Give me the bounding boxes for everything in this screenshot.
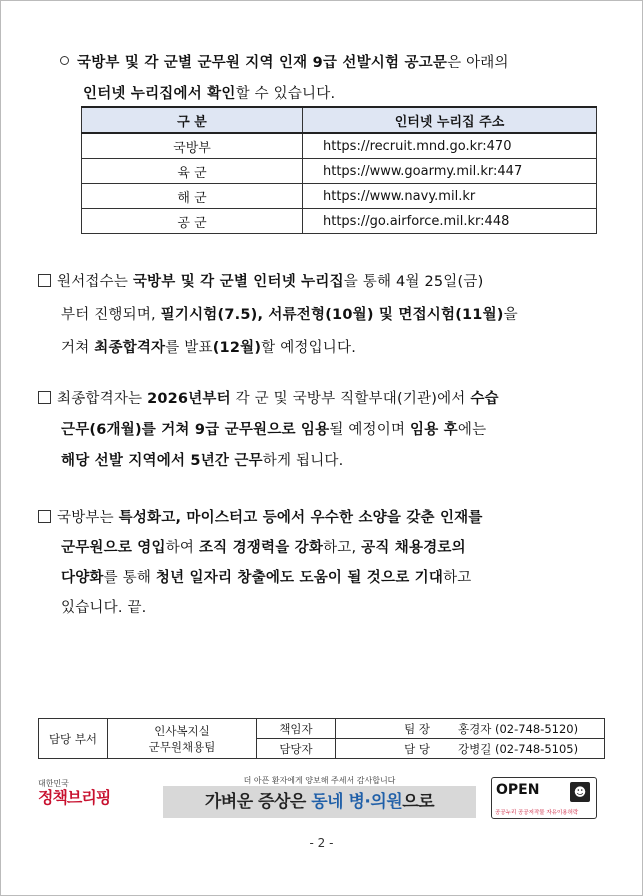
campaign-banner: 더 아픈 환자에게 양보해 주세서 감사합니다 가벼운 증상은 동네 병·의원으로: [163, 775, 476, 820]
table-row: 공 군 https://go.airforce.mil.kr:448: [82, 209, 597, 234]
paragraph-2: 최종합격자는 2026년부터 각 군 및 국방부 직할부대(기관)에서 수습 근무(6개월)를 거쳐 9급 군무원으로 임용될 예정이며 임용 후에는 해당 선발 지역에서 5년간 근무하게 됩니다.: [38, 384, 608, 477]
bullet-square-icon: [38, 510, 51, 523]
intro-bold-1: 국방부 및 각 군별 군무원 지역 인재 9급 선발시험 공고문: [77, 55, 448, 71]
brand-logo: 대한민국 정책브리핑: [38, 779, 111, 807]
bullet-square-icon: [38, 391, 51, 404]
table-row: 육 군 https://www.goarmy.mil.kr:447: [82, 159, 597, 184]
footer-banner: [38, 775, 605, 820]
url-link[interactable]: https://recruit.mnd.go.kr:470: [303, 133, 597, 159]
open-license-badge: OPEN ☻ 공공누리 공공저작물 자유이용허락: [491, 777, 597, 819]
page-number: - 2 -: [309, 836, 334, 850]
intro-paragraph: [60, 48, 605, 110]
table-row: 국방부 https://recruit.mnd.go.kr:470: [82, 133, 597, 159]
bullet-square-icon: [38, 274, 51, 287]
url-link[interactable]: https://www.navy.mil.kr: [303, 184, 597, 209]
table-header-url: 인터넷 누리집 주소: [303, 107, 597, 133]
contact-table: 담당 부서 인사복지실 군무원채용팀 책임자 팀 장 홍경자 (02-748-5120) 담당자 담 당 강병길 (02-748-5105): [38, 718, 605, 759]
license-person-icon: ☻: [570, 782, 590, 802]
intro-line-2: 인터넷 누리집에서 확인할 수 있습니다.: [83, 86, 336, 102]
table-header-category: 구 분: [82, 107, 303, 133]
paragraph-1: 원서접수는 국방부 및 각 군별 인터넷 누리집을 통해 4월 25일(금) 부터 진행되며, 필기시험(7.5), 서류전형(10월) 및 면접시험(11월)을 거쳐 최종합격자를 발표(12월)할 예정입니다.: [38, 266, 608, 365]
table-row: 해 군 https://www.navy.mil.kr: [82, 184, 597, 209]
paragraph-3: 국방부는 특성화고, 마이스터고 등에서 우수한 소양을 갖춘 인재를 군무원으로 영입하여 조직 경쟁력을 강화하고, 공직 채용경로의 다양화를 통해 청년 일자리 창출에도 도움이 될 것으로 기대하고 있습니다. 끝.: [38, 503, 608, 623]
url-link[interactable]: https://www.goarmy.mil.kr:447: [303, 159, 597, 184]
bullet-circle-icon: [60, 56, 69, 65]
intro-bold-2: 인터넷 누리집에서 확인: [83, 86, 236, 102]
url-table: [81, 106, 597, 234]
url-link[interactable]: https://go.airforce.mil.kr:448: [303, 209, 597, 234]
intro-line-1: 국방부 및 각 군별 군무원 지역 인재 9급 선발시험 공고문은 아래의: [60, 48, 605, 79]
